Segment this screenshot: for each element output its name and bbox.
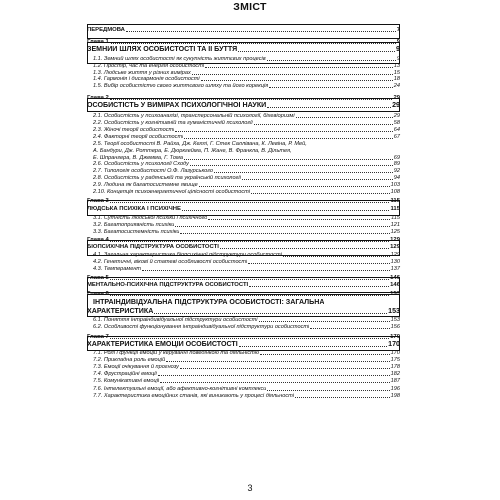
dot-leader (269, 87, 393, 88)
dot-leader (267, 60, 396, 61)
toc-entry-title: 2.2. Особистість у когнітивній та гуманістичній психології (93, 120, 253, 126)
dot-leader (142, 270, 390, 271)
dot-leader (182, 210, 390, 211)
dot-leader (259, 321, 390, 322)
dot-leader (251, 193, 390, 194)
toc-page-number: 187 (390, 378, 400, 384)
toc-chapter-row (87, 198, 400, 204)
dot-leader (214, 172, 393, 173)
toc-entry-title: ІНТРАІНДИВІДУАЛЬНА ПІДСТРУКТУРА ОСОБИСТОСТІ: ЗАГАЛЬНА (93, 299, 325, 306)
toc-page-number: 58 (393, 120, 400, 126)
toc-page-number: 29 (393, 113, 400, 119)
toc-entry-title: 7.1. Ролі і функції емоцій у керуванні поведінкою та діяльністю (93, 350, 260, 356)
toc-entry-title: Глава 3 (87, 198, 109, 204)
toc-page-number: 115 (390, 198, 400, 204)
page-number: 3 (247, 483, 253, 493)
toc-entry-title: 3.2. Багатоприявність психіки (93, 222, 175, 228)
toc-entry-title: МЕНТАЛЬНО-ПСИХІЧНА ПІДСТРУКТУРА ОСОБИСТОСТІ (87, 282, 249, 288)
dot-leader (180, 368, 390, 369)
toc-entry-row (87, 259, 400, 265)
dot-leader (110, 295, 389, 296)
dot-leader (283, 256, 390, 257)
toc-entry-title: 1.4. Гармонія і дисгармонія особистості (93, 76, 200, 82)
toc-page-number: 170 (388, 340, 400, 348)
toc-page-number: 121 (390, 222, 400, 228)
dot-leader (184, 159, 393, 160)
toc-page-number: 125 (390, 229, 400, 235)
toc-chapter-row (87, 291, 400, 297)
toc-entry-title: 7.2. Прикладна роль емоцій (93, 357, 166, 363)
toc-page-number: 103 (390, 182, 400, 188)
toc-page-number: 9 (396, 56, 400, 62)
toc-chapter-row (87, 275, 400, 281)
dot-leader (158, 375, 390, 376)
toc-entry-title: А. Бандури, Дж. Роттера, Е. Дюркгейма, П. Жане, В. Франкла, В. Дільтея, (93, 148, 292, 154)
dot-leader (180, 233, 389, 234)
dot-leader (208, 219, 390, 220)
toc-page-number: 156 (390, 324, 400, 330)
dot-leader (192, 74, 393, 75)
toc-page-number: 196 (390, 386, 400, 392)
toc-page-number: 92 (393, 168, 400, 174)
dot-leader (239, 346, 387, 347)
dot-leader (154, 313, 387, 314)
dot-leader (175, 226, 389, 227)
dot-leader (242, 179, 393, 180)
toc-entry-title: Глава 2 (87, 95, 109, 101)
toc-page-number: 29 (392, 101, 400, 109)
toc-entry-row (87, 63, 400, 69)
toc-section-row (87, 206, 400, 212)
toc-entry-row (87, 127, 400, 133)
toc-entry-title: ЛЮДСЬКА ПСИХІКА І ПСИХІЧНЕ (87, 206, 181, 212)
toc-entry-title: Глава 1. (87, 39, 111, 45)
toc-entry-title: ПЕРЕДМОВА (87, 27, 125, 33)
toc-page-number: 137 (390, 266, 400, 272)
toc-section-row (87, 341, 400, 349)
toc-page-number: 94 (393, 175, 400, 181)
toc-entry-title: 3.3. Багатосистемність психіки (93, 229, 180, 235)
toc-entry-title: 6.1. Поняття інтраіндивідуальної підструктури особистості (93, 317, 258, 323)
toc-entry-row (87, 215, 400, 221)
dot-leader (110, 99, 393, 100)
toc-page-number: 108 (390, 189, 400, 195)
toc-entry-title: 1.1. Земний шлях особистості як сукупність життєвих процесів (93, 56, 266, 62)
toc-entry-title: 2.9. Людина як багатосистемне явище (93, 182, 198, 188)
toc-entry-title: 2.8. Особистість у радянській та українській психології (93, 175, 241, 181)
toc-entry-row (87, 83, 400, 89)
toc-entry-row (87, 175, 400, 181)
toc-entry-row (87, 350, 400, 356)
toc-page-number: 64 (393, 127, 400, 133)
dot-leader (190, 165, 393, 166)
dot-leader (175, 131, 392, 132)
toc-entry-title: Глава 5 (87, 275, 109, 281)
toc-entry-title: 7.3. Емоції очікування й прогнозу (93, 364, 179, 370)
toc-entry-row (87, 76, 400, 82)
toc-entry-row (87, 148, 400, 154)
dot-leader (199, 186, 390, 187)
toc-entry-title: 1.3. Людське життя у різних вимірах (93, 70, 191, 76)
dot-leader (201, 80, 393, 81)
toc-page-number: 170 (390, 334, 400, 340)
toc-entry-title: Глава 7 (87, 334, 109, 340)
toc-page-number: 24 (393, 83, 400, 89)
toc-chapter-row (87, 334, 400, 340)
toc-entry-row (87, 317, 400, 323)
dot-leader (295, 397, 390, 398)
toc-entry-row (87, 113, 400, 119)
toc-entry-title: 3.1. Сутність людської психіки і психічного (93, 215, 208, 221)
toc-page-number: 153 (390, 291, 400, 297)
toc-chapter-row (87, 39, 400, 45)
toc-entry-title: ЗЕМНИЙ ШЛЯХ ОСОБИСТОСТІ ТА ЇЇ БУТТЯ (87, 46, 238, 53)
toc-entry-row (87, 324, 400, 330)
toc-page-number: 9 (396, 45, 400, 53)
toc-entry-title: БІОПСИХІЧНА ПІДСТРУКТУРА ОСОБИСТОСТІ (87, 244, 219, 250)
toc-entry-row (87, 189, 400, 195)
toc-entry-row (87, 252, 400, 258)
toc-entry-row (87, 378, 400, 384)
dot-leader (310, 328, 389, 329)
toc-section-row (87, 102, 400, 110)
toc-entry-row (87, 168, 400, 174)
toc-entry-title: 2.7. Типологія особистості О.Ф. Лазурського (93, 168, 214, 174)
dot-leader (205, 67, 393, 68)
dot-leader (184, 138, 392, 139)
toc-entry-title: 7.5. Комунікативні емоції (93, 378, 160, 384)
dot-leader (126, 31, 396, 32)
toc-page-number: 153 (388, 307, 400, 315)
toc-entry-row (87, 56, 400, 62)
toc-entry-row (87, 364, 400, 370)
toc-entry-title: 2.4. Факторні теорії особистості (93, 134, 184, 140)
dot-leader (249, 286, 389, 287)
toc-page-number: 115 (390, 206, 400, 212)
toc-entry-title: 2.5. Теорії особистості В. Райха, Дж. Келлі, Г. Стек Салліванa, К. Левіна, Р. Мей, (93, 141, 307, 147)
toc-page-number: 15 (393, 70, 400, 76)
toc-entry-title: 7.7. Характеристика емоційних станів, які виникають у процесі діяльності (93, 393, 295, 399)
toc-page-number: 29 (393, 95, 400, 101)
toc-chapter-row (87, 95, 400, 101)
toc-page-number: 129 (390, 252, 400, 258)
dot-leader (110, 338, 389, 339)
toc-page-number: 7 (396, 27, 400, 33)
toc-entry-title: 2.6. Особистість у психології Сходу (93, 161, 189, 167)
toc-entry-title: 7.4. Фрустраційні емоції (93, 371, 157, 377)
toc-section-row (87, 282, 400, 288)
toc-chapter-row (87, 237, 400, 243)
toc-entry-title: Е. Шпрангера, В. Джемма, Г. Тома (93, 155, 183, 161)
toc-section-row (87, 46, 400, 54)
toc-entry-row (87, 357, 400, 363)
toc-entry-row (87, 386, 400, 392)
toc-entry-title: 7.6. Інтелектуальні емоції, або афективно-когнітивні комплекси (93, 386, 267, 392)
dot-leader (267, 390, 389, 391)
toc-page-number: 9 (396, 39, 400, 45)
toc-entry-title: 4.1. Загальна характеристика біопсихічної підструктури особистості (93, 252, 282, 258)
toc-page-number: 198 (390, 393, 400, 399)
toc-entry-row (87, 229, 400, 235)
toc-page-number: 170 (390, 350, 400, 356)
toc-entry-row (87, 222, 400, 228)
toc-page-number: 89 (393, 161, 400, 167)
toc-page-number: 69 (393, 155, 400, 161)
toc-entry-title: ХАРАКТЕРИСТИКА (87, 308, 154, 315)
dot-leader (254, 124, 393, 125)
toc-section-row (87, 299, 400, 307)
toc-entry-row (87, 134, 400, 140)
toc-page-number: 146 (390, 282, 400, 288)
toc-page-number: 146 (390, 275, 400, 281)
toc-entry-row (87, 141, 400, 147)
toc-section-row (87, 244, 400, 250)
toc-entry-title: 4.3. Темперамент (93, 266, 142, 272)
toc-entry-title: ХАРАКТЕРИСТИКА ЕМОЦІЙ ОСОБИСТОСТІ (87, 341, 238, 348)
toc-page-number: 182 (390, 371, 400, 377)
dot-leader (238, 51, 395, 52)
dot-leader (160, 382, 389, 383)
dot-leader (260, 354, 390, 355)
dot-leader (111, 43, 395, 44)
dot-leader (166, 361, 389, 362)
toc-entry-row (87, 182, 400, 188)
toc-page-number: 67 (393, 134, 400, 140)
toc-page-number: 13 (393, 63, 400, 69)
toc-entry-title: Глава 6 (87, 291, 109, 297)
toc-entry-title: 6.2. Особливості функціонування інтраіндивідуальної підструктури особистості (93, 324, 310, 330)
page-title: ЗМІСТ (233, 1, 267, 13)
toc-entry-title: 1.5. Вибір особистістю свого життєвого шляху та його корекція (93, 83, 269, 89)
toc-page-number: 129 (390, 244, 400, 250)
toc-entry-title: 1.2. Простір, час та енергія особистості (93, 63, 205, 69)
toc-page-number: 130 (390, 259, 400, 265)
toc-entry-title: 2.1. Особистість у психоаналізі, трансперсональній психології, біхевіоризмі (93, 113, 295, 119)
toc-entry-title: ОСОБИСТІСТЬ У ВИМІРАХ ПСИХОЛОГІЧНОЇ НАУКИ (87, 102, 267, 109)
toc-page-number: 129 (390, 237, 400, 243)
toc-entry-title: Глава 4 (87, 237, 109, 243)
dot-leader (110, 241, 389, 242)
toc-entry-title: 2.3. Жіночі теорії особистості (93, 127, 175, 133)
toc-page-number: 178 (390, 364, 400, 370)
dot-leader (248, 263, 389, 264)
dot-leader (296, 117, 393, 118)
toc-page-number: 18 (393, 76, 400, 82)
toc-section-row (87, 308, 400, 316)
dot-leader (110, 202, 390, 203)
toc-page-number: 153 (390, 317, 400, 323)
toc-entry-title: 4.2. Генетичні, вікові й статеві особливості особистості (93, 259, 248, 265)
toc-entry-title: 2.10. Концепція психоенергетичної цілісності особистості (93, 189, 251, 195)
toc-page-number: 175 (390, 357, 400, 363)
toc-entry-row (87, 371, 400, 377)
toc-page-number: 115 (391, 215, 400, 221)
dot-leader (110, 279, 389, 280)
toc-entry-row (87, 393, 400, 399)
toc-entry-row (87, 161, 400, 167)
dot-leader (267, 107, 391, 108)
toc-entry-row (87, 120, 400, 126)
dot-leader (220, 248, 389, 249)
toc-entry-row (87, 266, 400, 272)
toc-section-row (87, 27, 400, 33)
